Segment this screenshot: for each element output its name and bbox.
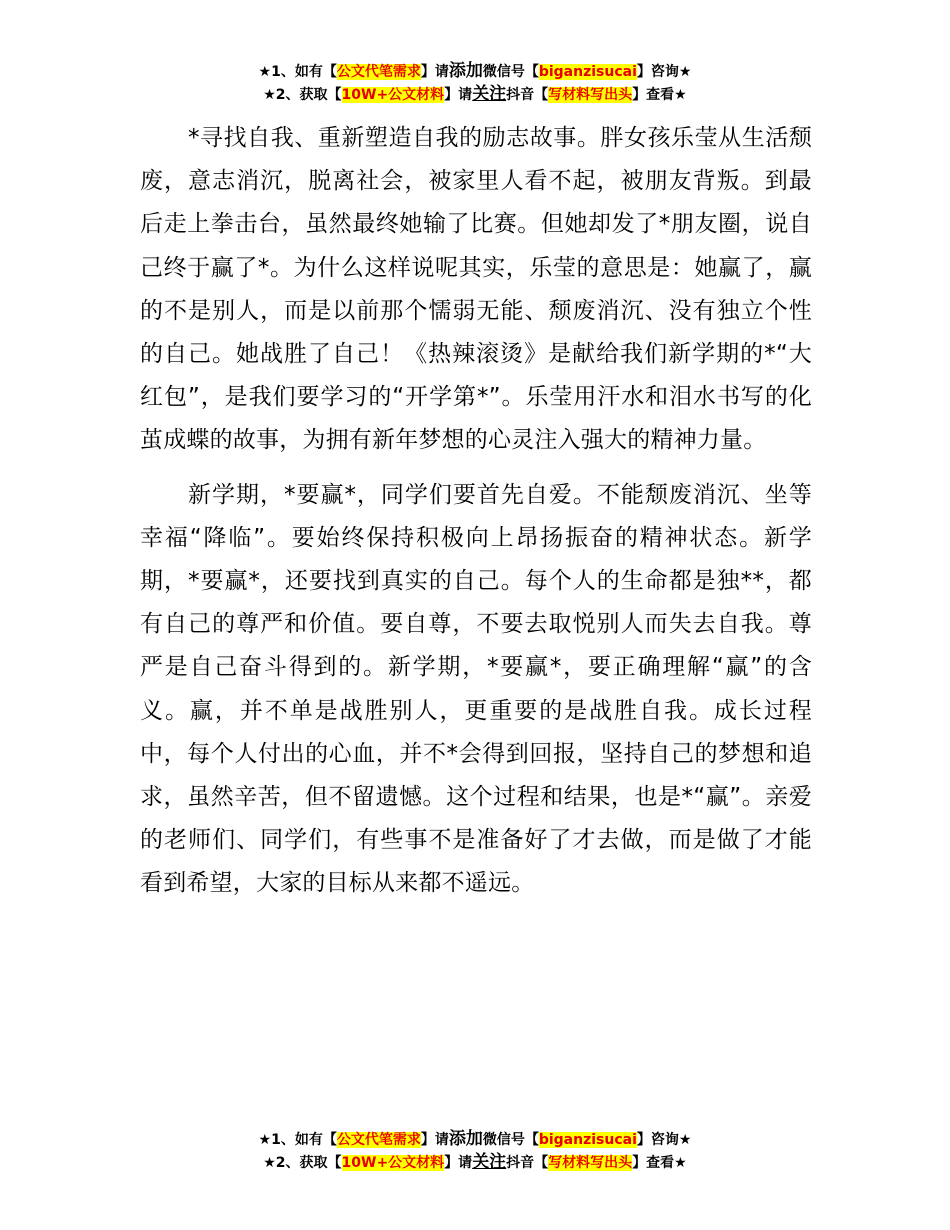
banner-highlight: 公文代笔需求 — [336, 64, 421, 80]
banner-line-1: ★1、如有【公文代笔需求】请添加微信号【biganzisucai】咨询★ — [258, 61, 692, 81]
document-body — [140, 117, 812, 917]
banner-line-2: ★2、获取【10W+公文材料】请关注抖音【写材料写出头】查看★ — [263, 1152, 687, 1172]
banner-highlight: 写材料写出头 — [548, 1155, 633, 1171]
banner-highlight: 10W+公文材料 — [341, 1155, 445, 1171]
paragraph-2: 新学期，*要赢*，同学们要首先自爱。不能颓废消沉、坐等幸福“降临”。要始终保持积极向上昂扬振奋的精神状态。新学期，*要赢*，还要找到真实的自己。每个人的生命都是独**，都有自己的尊严和价值。要自尊，不要去取悦别人而失去自我。尊严是自己奋斗得到的。新学期，*要赢*，要正确理解“赢”的含义。赢，并不单是战胜别人，更重要的是战胜自我。成长过程中，每个人付出的心血，并不*会得到回报，坚持自己的梦想和追求，虽然辛苦，但不留遗憾。这个过程和结果，也是*“赢”。亲爱的老师们、同学们，有些事不是准备好了才去做，而是做了才能看到希望，大家的目标从来都不遥远。 — [140, 481, 812, 897]
paragraph-1: *寻找自我、重新塑造自我的励志故事。胖女孩乐莹从生活颓废，意志消沉，脱离社会，被家里人看不起，被朋友背叛。到最后走上拳击台，虽然最终她输了比赛。但她却发了*朋友圈，说自己终于赢了*。为什么这样说呢其实，乐莹的意思是：她赢了，赢的不是别人，而是以前那个懦弱无能、颓废消沉、没有独立个性的自己。她战胜了自己！《热辣滚烫》是献给我们新学期的*“大红包”，是我们要学习的“开学第*”。乐莹用汗水和泪水书写的化茧成蝶的故事，为拥有新年梦想的心灵注入强大的精神力量。 — [140, 125, 812, 454]
header-banner — [0, 60, 950, 106]
banner-highlight: 10W+公文材料 — [341, 87, 445, 103]
banner-line-1: ★1、如有【公文代笔需求】请添加微信号【biganzisucai】咨询★ — [258, 1129, 692, 1149]
footer-banner — [0, 1128, 950, 1174]
banner-highlight: 公文代笔需求 — [336, 1132, 421, 1148]
banner-highlight: biganzisucai — [538, 1132, 637, 1148]
banner-line-2: ★2、获取【10W+公文材料】请关注抖音【写材料写出头】查看★ — [263, 84, 687, 104]
banner-highlight: biganzisucai — [538, 64, 637, 80]
banner-highlight: 写材料写出头 — [548, 87, 633, 103]
